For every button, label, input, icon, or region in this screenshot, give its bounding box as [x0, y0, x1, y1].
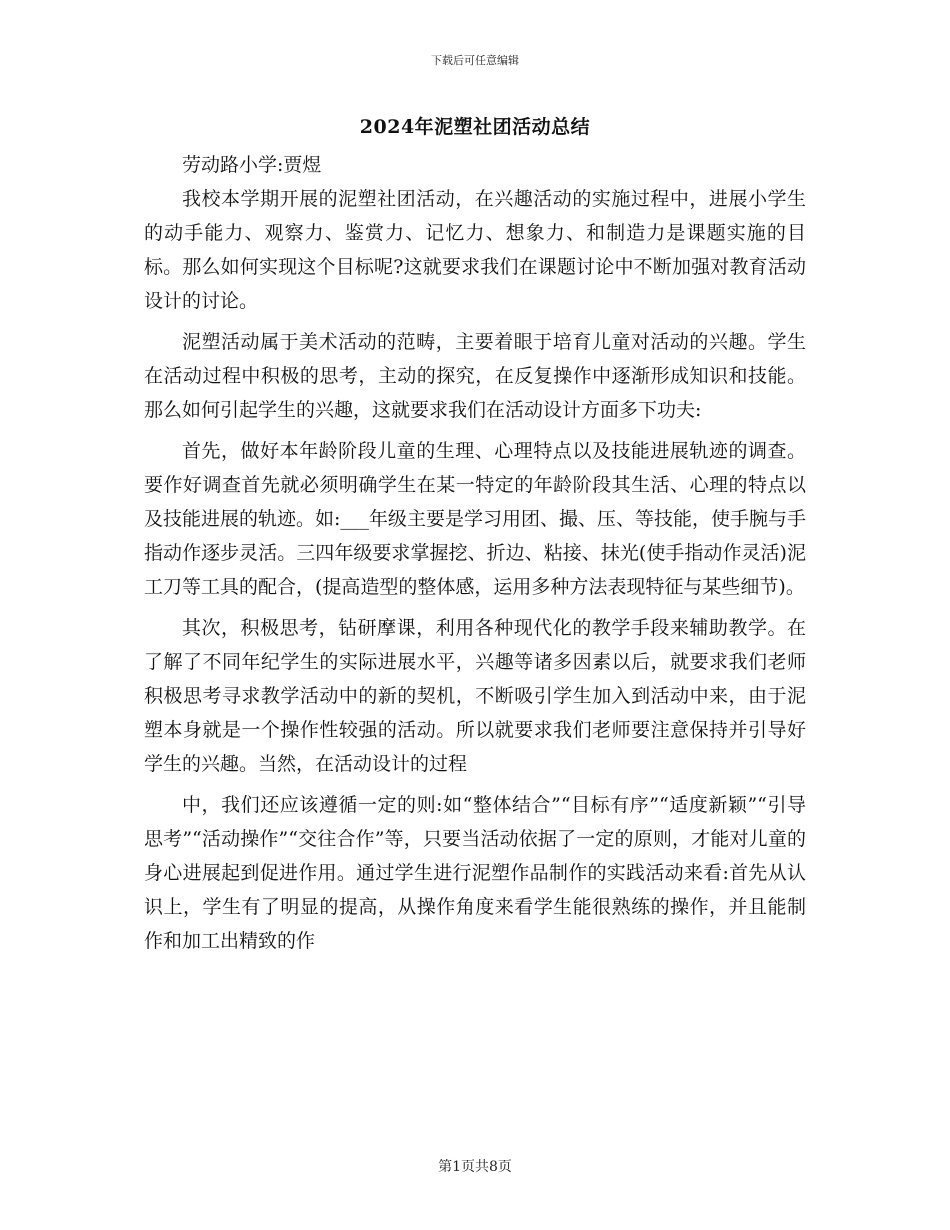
- page-number: 第1页共8页: [438, 1159, 512, 1175]
- paragraph-1: 我校本学期开展的泥塑社团活动，在兴趣活动的实施过程中，进展小学生的动手能力、观察力、鉴赏力、记忆力、想象力、和制造力是课题实施的目标。那么如何实现这个目标呢?这就要求我们在课题讨论中不断加强对教育活动设计的讨论。: [144, 188, 806, 312]
- document-body: [144, 148, 806, 958]
- paragraph-2: 泥塑活动属于美术活动的范畴，主要着眼于培育儿童对活动的兴趣。学生在活动过程中积极的思考，主动的探究，在反复操作中逐渐形成知识和技能。那么如何引起学生的兴趣，这就要求我们在活动设计方面多下功夫:: [144, 331, 806, 421]
- author-line: 劳动路小学:贾煜: [182, 154, 322, 176]
- paragraph-4: 其次，积极思考，钻研摩课，利用各种现代化的教学手段来辅助教学。在了解了不同年纪学生的实际进展水平，兴趣等诸多因素以后，就要求我们老师积极思考寻求教学活动中的新的契机，不断吸引学生加入到活动中来，由于泥塑本身就是一个操作性较强的活动。所以就要求我们老师要注意保持并引导好学生的兴趣。当然，在活动设计的过程: [144, 617, 806, 775]
- paragraph-5: 中，我们还应该遵循一定的则:如“整体结合”“目标有序”“适度新颖”“引导思考”“活动操作”“交往合作”等，只要当活动依据了一定的原则，才能对儿童的身心进展起到促进作用。通过学生进行泥塑作品制作的实践活动来看:首先从认识上，学生有了明显的提高，从操作角度来看学生能很熟练的操作，并且能制作和加工出精致的作: [144, 794, 806, 952]
- page-header-note: 下载后可任意编辑: [431, 54, 519, 67]
- paragraph-3: 首先，做好本年龄阶段儿童的生理、心理特点以及技能进展轨迹的调查。要作好调查首先就必须明确学生在某一特定的年龄阶段其生活、心理的特点以及技能进展的轨迹。如:___年级主要是学习用团、撮、压、等技能，使手腕与手指动作逐步灵活。三四年级要求掌握挖、折边、粘接、抹光(使手指动作灵活)泥工刀等工具的配合，(提高造型的整体感，运用多种方法表现特征与某些细节)。: [144, 440, 806, 598]
- document-title: 2024年泥塑社团活动总结: [359, 116, 591, 138]
